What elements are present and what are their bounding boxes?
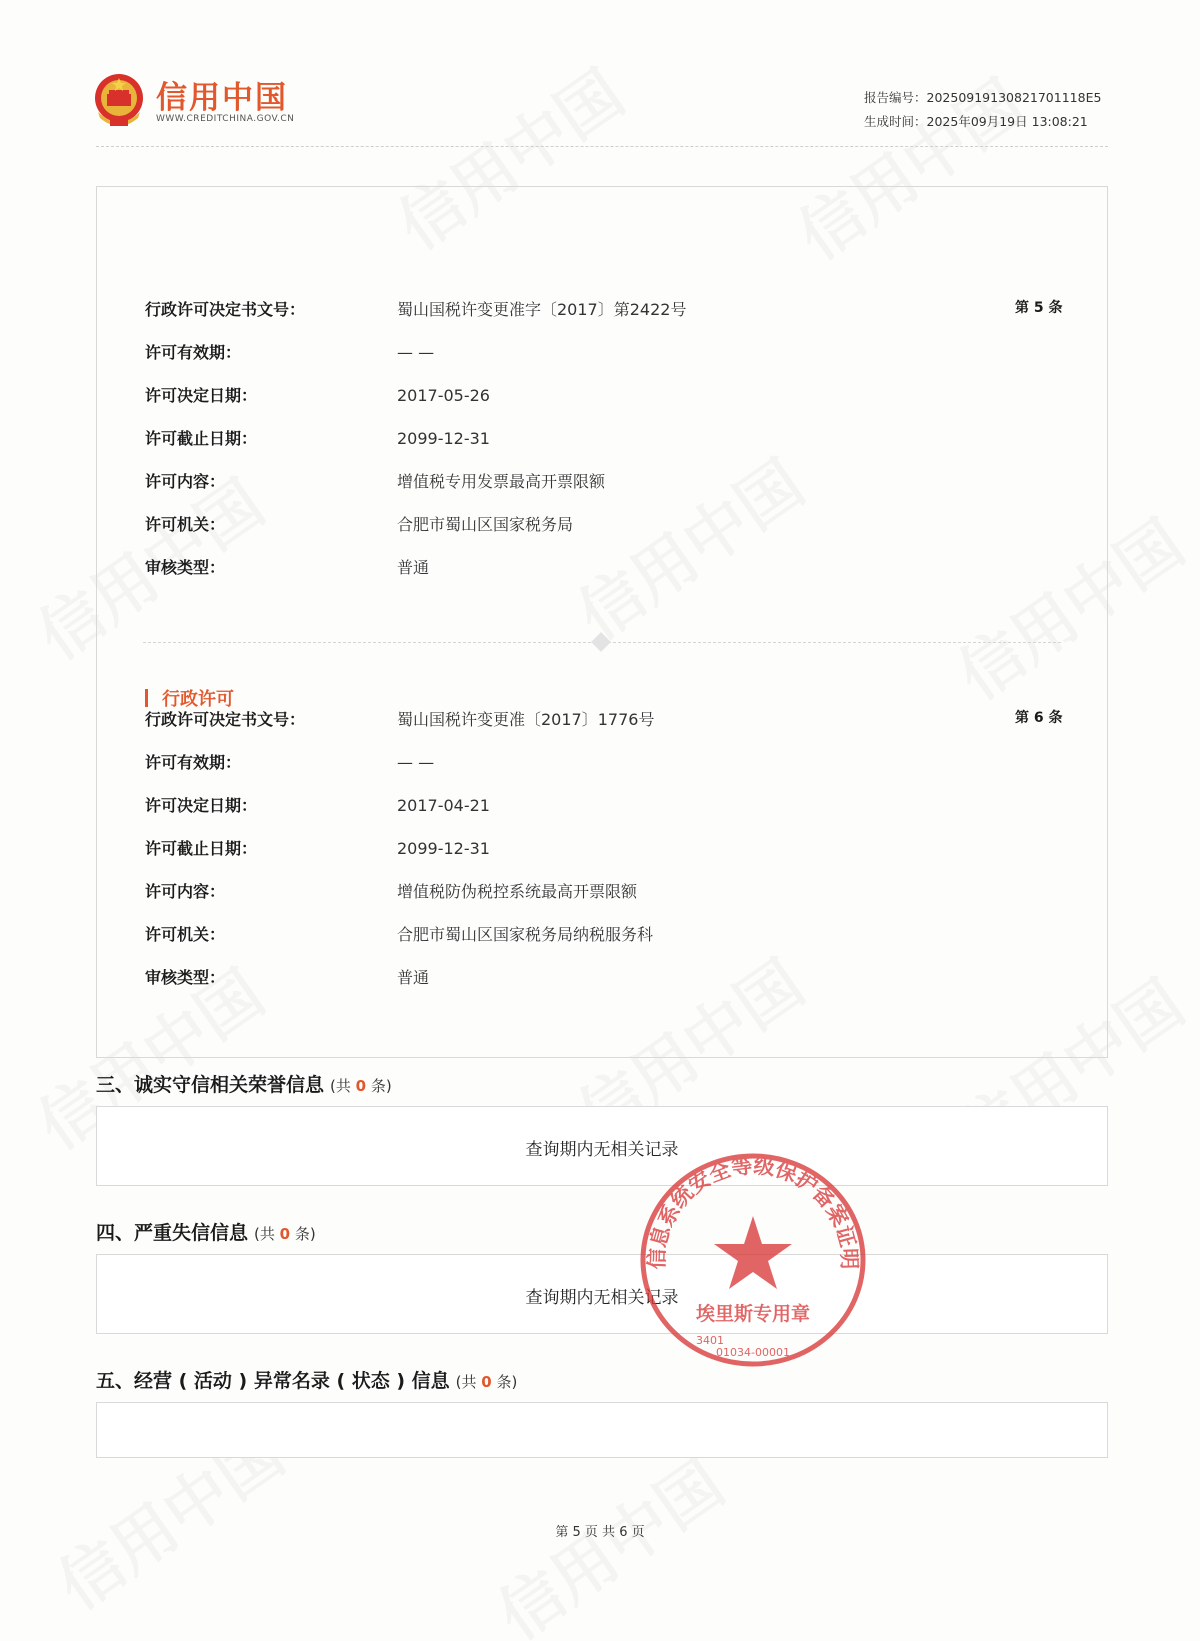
record-index: 第 6 条 <box>1015 710 1063 726</box>
section-title-text: 三、诚实守信相关荣誉信息 <box>96 1074 325 1096</box>
report-number-label: 报告编号： <box>864 90 927 105</box>
header-divider <box>96 146 1108 147</box>
report-number-row <box>864 86 1101 110</box>
section-title <box>96 1218 316 1245</box>
field-value: 增值税防伪税控系统最高开票限额 <box>397 882 638 901</box>
record-index: 第 5 条 <box>1015 300 1063 316</box>
field-value: 普通 <box>397 968 430 987</box>
field-label: 许可机关： <box>145 925 226 944</box>
count-number: 0 <box>355 1077 367 1095</box>
national-emblem-icon <box>92 72 146 130</box>
field-label: 许可决定日期： <box>145 386 258 405</box>
field-label: 许可内容： <box>145 882 226 901</box>
count-suffix: 条) <box>491 1373 518 1391</box>
page-number: 第 5 页 共 6 页 <box>555 1525 645 1540</box>
empty-message: 查询期内无相关记录 <box>525 1288 679 1308</box>
seal-star-icon <box>714 1216 792 1289</box>
subsection-title-text: 行政许可 <box>162 689 234 710</box>
seal-prefix: 3401 <box>696 1334 724 1347</box>
count-suffix: 条) <box>290 1225 316 1243</box>
field-label: 审核类型： <box>145 558 226 577</box>
report-meta <box>864 86 1101 134</box>
field-value: 蜀山国税许变更准〔2017〕1776号 <box>397 710 655 729</box>
section-content <box>96 1402 1108 1458</box>
field-value: 增值税专用发票最高开票限额 <box>397 472 606 491</box>
section-count <box>456 1373 518 1391</box>
count-prefix: (共 <box>330 1077 356 1095</box>
field-label: 许可有效期： <box>145 753 242 772</box>
report-number-value: 20250919130821701118E5 <box>926 90 1102 105</box>
field-value: 2099-12-31 <box>397 429 490 448</box>
count-suffix: 条) <box>366 1077 392 1095</box>
administrative-license-records <box>96 186 1108 1058</box>
count-prefix: (共 <box>455 1373 482 1391</box>
logo-title: 信用中国 <box>156 80 288 116</box>
official-seal-stamp <box>636 1150 870 1370</box>
field-label: 审核类型： <box>145 968 226 987</box>
section-title-text: 四、严重失信信息 <box>96 1222 249 1244</box>
logo-url: WWW.CREDITCHINA.GOV.CN <box>156 114 295 124</box>
count-number: 0 <box>279 1225 291 1243</box>
field-value: 2017-05-26 <box>397 386 490 405</box>
divider-diamond-icon <box>591 632 611 652</box>
field-label: 许可截止日期： <box>145 429 258 448</box>
seal-top-text: 信息系统安全等级保护备案证明 <box>644 1153 862 1270</box>
field-value: — — <box>397 343 435 362</box>
section-content <box>96 1106 1108 1186</box>
field-label: 许可截止日期： <box>145 839 258 858</box>
field-label: 许可有效期： <box>145 343 242 362</box>
section-title <box>96 1366 517 1393</box>
field-label: 许可内容： <box>145 472 226 491</box>
count-prefix: (共 <box>254 1225 280 1243</box>
section-count <box>330 1077 392 1095</box>
section-count <box>254 1225 316 1243</box>
section-title-text: 五、经营 ( 活动 ) 异常名录 ( 状态 ) 信息 <box>96 1370 450 1392</box>
field-value: 2017-04-21 <box>397 796 490 815</box>
accent-bar <box>145 689 148 707</box>
field-value: 普通 <box>397 558 430 577</box>
field-value: 合肥市蜀山区国家税务局纳税服务科 <box>397 925 654 944</box>
generated-time-label: 生成时间： <box>864 114 927 129</box>
credit-china-logo <box>92 70 312 130</box>
section-content <box>96 1254 1108 1334</box>
section-title <box>96 1070 392 1097</box>
field-value: 合肥市蜀山区国家税务局 <box>397 515 574 534</box>
count-number: 0 <box>481 1373 492 1391</box>
generated-time-value: 2025年09月19日 13:08:21 <box>926 114 1088 129</box>
seal-serial: 01034-00001 <box>716 1346 790 1359</box>
field-value: — — <box>397 753 435 772</box>
field-label: 行政许可决定书文号： <box>145 710 306 729</box>
field-value: 2099-12-31 <box>397 839 490 858</box>
generated-time-row <box>864 110 1101 134</box>
empty-message: 查询期内无相关记录 <box>525 1140 679 1160</box>
seal-middle-text: 埃里斯专用章 <box>695 1303 811 1325</box>
field-label: 许可机关： <box>145 515 226 534</box>
field-value: 蜀山国税许变更准字〔2017〕第2422号 <box>397 300 687 319</box>
field-label: 行政许可决定书文号： <box>145 300 306 319</box>
field-label: 许可决定日期： <box>145 796 258 815</box>
